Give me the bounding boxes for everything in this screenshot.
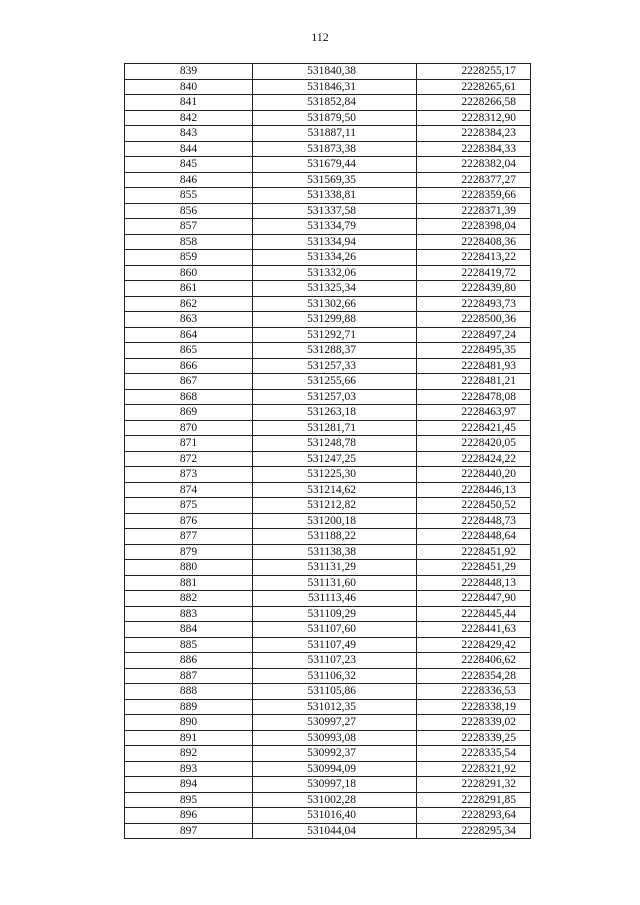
x-coordinate-cell: 531012,35 [253, 699, 417, 715]
point-number-cell: 874 [125, 482, 253, 498]
point-number-cell: 893 [125, 761, 253, 777]
y-coordinate-cell: 2228359,66 [417, 188, 531, 204]
x-coordinate-cell: 531879,50 [253, 110, 417, 126]
table-row [125, 95, 531, 111]
y-coordinate-cell: 2228291,85 [417, 792, 531, 808]
x-coordinate-cell: 531281,71 [253, 420, 417, 436]
x-coordinate-cell: 531334,26 [253, 250, 417, 266]
x-coordinate-cell: 531840,38 [253, 64, 417, 80]
x-coordinate-cell: 531109,29 [253, 606, 417, 622]
table-row [125, 64, 531, 80]
x-coordinate-cell: 531107,49 [253, 637, 417, 653]
y-coordinate-cell: 2228448,73 [417, 513, 531, 529]
table-row [125, 591, 531, 607]
point-number-cell: 868 [125, 389, 253, 405]
x-coordinate-cell: 531113,46 [253, 591, 417, 607]
point-number-cell: 882 [125, 591, 253, 607]
x-coordinate-cell: 531852,84 [253, 95, 417, 111]
y-coordinate-cell: 2228446,13 [417, 482, 531, 498]
table-row [125, 761, 531, 777]
table-row [125, 312, 531, 328]
y-coordinate-cell: 2228451,29 [417, 560, 531, 576]
y-coordinate-cell: 2228420,05 [417, 436, 531, 452]
point-number-cell: 869 [125, 405, 253, 421]
y-coordinate-cell: 2228338,19 [417, 699, 531, 715]
point-number-cell: 879 [125, 544, 253, 560]
table-row [125, 110, 531, 126]
table-row [125, 296, 531, 312]
table-row [125, 715, 531, 731]
point-number-cell: 866 [125, 358, 253, 374]
y-coordinate-cell: 2228408,36 [417, 234, 531, 250]
table-row [125, 265, 531, 281]
point-number-cell: 896 [125, 808, 253, 824]
table-row [125, 498, 531, 514]
table-row [125, 544, 531, 560]
table-row [125, 482, 531, 498]
x-coordinate-cell: 531302,66 [253, 296, 417, 312]
table-row [125, 684, 531, 700]
point-number-cell: 844 [125, 141, 253, 157]
point-number-cell: 863 [125, 312, 253, 328]
x-coordinate-cell: 531257,33 [253, 358, 417, 374]
y-coordinate-cell: 2228382,04 [417, 157, 531, 173]
table-row [125, 234, 531, 250]
y-coordinate-cell: 2228500,36 [417, 312, 531, 328]
y-coordinate-cell: 2228354,28 [417, 668, 531, 684]
x-coordinate-cell: 531338,81 [253, 188, 417, 204]
table-row [125, 141, 531, 157]
table-row [125, 436, 531, 452]
y-coordinate-cell: 2228451,92 [417, 544, 531, 560]
x-coordinate-cell: 531247,25 [253, 451, 417, 467]
table-row [125, 467, 531, 483]
point-number-cell: 881 [125, 575, 253, 591]
y-coordinate-cell: 2228377,27 [417, 172, 531, 188]
point-number-cell: 864 [125, 327, 253, 343]
y-coordinate-cell: 2228429,42 [417, 637, 531, 653]
y-coordinate-cell: 2228450,52 [417, 498, 531, 514]
table-row [125, 730, 531, 746]
coordinates-table [124, 63, 531, 839]
x-coordinate-cell: 531325,34 [253, 281, 417, 297]
x-coordinate-cell: 530992,37 [253, 746, 417, 762]
y-coordinate-cell: 2228339,25 [417, 730, 531, 746]
table-row [125, 203, 531, 219]
x-coordinate-cell: 531257,03 [253, 389, 417, 405]
x-coordinate-cell: 530997,18 [253, 777, 417, 793]
y-coordinate-cell: 2228493,73 [417, 296, 531, 312]
x-coordinate-cell: 531887,11 [253, 126, 417, 142]
point-number-cell: 871 [125, 436, 253, 452]
point-number-cell: 846 [125, 172, 253, 188]
point-number-cell: 880 [125, 560, 253, 576]
point-number-cell: 870 [125, 420, 253, 436]
y-coordinate-cell: 2228463,97 [417, 405, 531, 421]
x-coordinate-cell: 530994,09 [253, 761, 417, 777]
point-number-cell: 860 [125, 265, 253, 281]
point-number-cell: 865 [125, 343, 253, 359]
table-row [125, 188, 531, 204]
table-row [125, 808, 531, 824]
point-number-cell: 884 [125, 622, 253, 638]
point-number-cell: 888 [125, 684, 253, 700]
y-coordinate-cell: 2228312,90 [417, 110, 531, 126]
y-coordinate-cell: 2228384,33 [417, 141, 531, 157]
table-row [125, 513, 531, 529]
point-number-cell: 895 [125, 792, 253, 808]
point-number-cell: 889 [125, 699, 253, 715]
table-row [125, 281, 531, 297]
point-number-cell: 857 [125, 219, 253, 235]
point-number-cell: 839 [125, 64, 253, 80]
y-coordinate-cell: 2228478,08 [417, 389, 531, 405]
y-coordinate-cell: 2228398,04 [417, 219, 531, 235]
y-coordinate-cell: 2228495,35 [417, 343, 531, 359]
x-coordinate-cell: 531131,60 [253, 575, 417, 591]
table-row [125, 250, 531, 266]
y-coordinate-cell: 2228295,34 [417, 823, 531, 839]
point-number-cell: 875 [125, 498, 253, 514]
y-coordinate-cell: 2228445,44 [417, 606, 531, 622]
x-coordinate-cell: 530993,08 [253, 730, 417, 746]
x-coordinate-cell: 531200,18 [253, 513, 417, 529]
table-row [125, 699, 531, 715]
table-row [125, 823, 531, 839]
point-number-cell: 842 [125, 110, 253, 126]
x-coordinate-cell: 531299,88 [253, 312, 417, 328]
y-coordinate-cell: 2228413,22 [417, 250, 531, 266]
point-number-cell: 886 [125, 653, 253, 669]
x-coordinate-cell: 531334,79 [253, 219, 417, 235]
y-coordinate-cell: 2228447,90 [417, 591, 531, 607]
y-coordinate-cell: 2228371,39 [417, 203, 531, 219]
table-row [125, 172, 531, 188]
x-coordinate-cell: 531679,44 [253, 157, 417, 173]
y-coordinate-cell: 2228265,61 [417, 79, 531, 95]
point-number-cell: 855 [125, 188, 253, 204]
y-coordinate-cell: 2228448,64 [417, 529, 531, 545]
y-coordinate-cell: 2228441,63 [417, 622, 531, 638]
table-row [125, 575, 531, 591]
coordinates-table-container [124, 63, 529, 839]
x-coordinate-cell: 530997,27 [253, 715, 417, 731]
y-coordinate-cell: 2228481,93 [417, 358, 531, 374]
table-row [125, 777, 531, 793]
point-number-cell: 841 [125, 95, 253, 111]
x-coordinate-cell: 531212,82 [253, 498, 417, 514]
page-number: 112 [311, 30, 329, 44]
table-row [125, 405, 531, 421]
y-coordinate-cell: 2228339,02 [417, 715, 531, 731]
x-coordinate-cell: 531248,78 [253, 436, 417, 452]
y-coordinate-cell: 2228439,80 [417, 281, 531, 297]
point-number-cell: 897 [125, 823, 253, 839]
y-coordinate-cell: 2228266,58 [417, 95, 531, 111]
x-coordinate-cell: 531846,31 [253, 79, 417, 95]
x-coordinate-cell: 531107,23 [253, 653, 417, 669]
x-coordinate-cell: 531016,40 [253, 808, 417, 824]
x-coordinate-cell: 531337,58 [253, 203, 417, 219]
point-number-cell: 840 [125, 79, 253, 95]
y-coordinate-cell: 2228321,92 [417, 761, 531, 777]
point-number-cell: 892 [125, 746, 253, 762]
point-number-cell: 856 [125, 203, 253, 219]
point-number-cell: 885 [125, 637, 253, 653]
table-row [125, 668, 531, 684]
x-coordinate-cell: 531002,28 [253, 792, 417, 808]
point-number-cell: 890 [125, 715, 253, 731]
point-number-cell: 894 [125, 777, 253, 793]
x-coordinate-cell: 531131,29 [253, 560, 417, 576]
table-row [125, 746, 531, 762]
y-coordinate-cell: 2228440,20 [417, 467, 531, 483]
x-coordinate-cell: 531334,94 [253, 234, 417, 250]
table-row [125, 79, 531, 95]
y-coordinate-cell: 2228384,23 [417, 126, 531, 142]
x-coordinate-cell: 531288,37 [253, 343, 417, 359]
point-number-cell: 859 [125, 250, 253, 266]
table-row [125, 420, 531, 436]
x-coordinate-cell: 531569,35 [253, 172, 417, 188]
table-row [125, 389, 531, 405]
point-number-cell: 862 [125, 296, 253, 312]
y-coordinate-cell: 2228421,45 [417, 420, 531, 436]
y-coordinate-cell: 2228255,17 [417, 64, 531, 80]
point-number-cell: 872 [125, 451, 253, 467]
table-row [125, 529, 531, 545]
point-number-cell: 877 [125, 529, 253, 545]
table-row [125, 606, 531, 622]
y-coordinate-cell: 2228293,64 [417, 808, 531, 824]
y-coordinate-cell: 2228419,72 [417, 265, 531, 281]
x-coordinate-cell: 531263,18 [253, 405, 417, 421]
point-number-cell: 858 [125, 234, 253, 250]
table-row [125, 451, 531, 467]
x-coordinate-cell: 531873,38 [253, 141, 417, 157]
table-row [125, 792, 531, 808]
point-number-cell: 843 [125, 126, 253, 142]
y-coordinate-cell: 2228336,53 [417, 684, 531, 700]
table-row [125, 126, 531, 142]
table-row [125, 219, 531, 235]
x-coordinate-cell: 531188,22 [253, 529, 417, 545]
point-number-cell: 891 [125, 730, 253, 746]
table-row [125, 653, 531, 669]
y-coordinate-cell: 2228424,22 [417, 451, 531, 467]
x-coordinate-cell: 531225,30 [253, 467, 417, 483]
x-coordinate-cell: 531044,04 [253, 823, 417, 839]
y-coordinate-cell: 2228291,32 [417, 777, 531, 793]
table-row [125, 343, 531, 359]
y-coordinate-cell: 2228448,13 [417, 575, 531, 591]
table-row [125, 637, 531, 653]
y-coordinate-cell: 2228497,24 [417, 327, 531, 343]
point-number-cell: 861 [125, 281, 253, 297]
y-coordinate-cell: 2228481,21 [417, 374, 531, 390]
table-row [125, 358, 531, 374]
table-row [125, 622, 531, 638]
point-number-cell: 883 [125, 606, 253, 622]
x-coordinate-cell: 531214,62 [253, 482, 417, 498]
x-coordinate-cell: 531292,71 [253, 327, 417, 343]
point-number-cell: 873 [125, 467, 253, 483]
x-coordinate-cell: 531255,66 [253, 374, 417, 390]
table-row [125, 560, 531, 576]
table-row [125, 327, 531, 343]
point-number-cell: 845 [125, 157, 253, 173]
x-coordinate-cell: 531107,60 [253, 622, 417, 638]
point-number-cell: 867 [125, 374, 253, 390]
point-number-cell: 887 [125, 668, 253, 684]
x-coordinate-cell: 531105,86 [253, 684, 417, 700]
point-number-cell: 876 [125, 513, 253, 529]
x-coordinate-cell: 531332,06 [253, 265, 417, 281]
y-coordinate-cell: 2228335,54 [417, 746, 531, 762]
x-coordinate-cell: 531138,38 [253, 544, 417, 560]
table-row [125, 374, 531, 390]
y-coordinate-cell: 2228406,62 [417, 653, 531, 669]
table-body [125, 64, 531, 839]
table-row [125, 157, 531, 173]
x-coordinate-cell: 531106,32 [253, 668, 417, 684]
